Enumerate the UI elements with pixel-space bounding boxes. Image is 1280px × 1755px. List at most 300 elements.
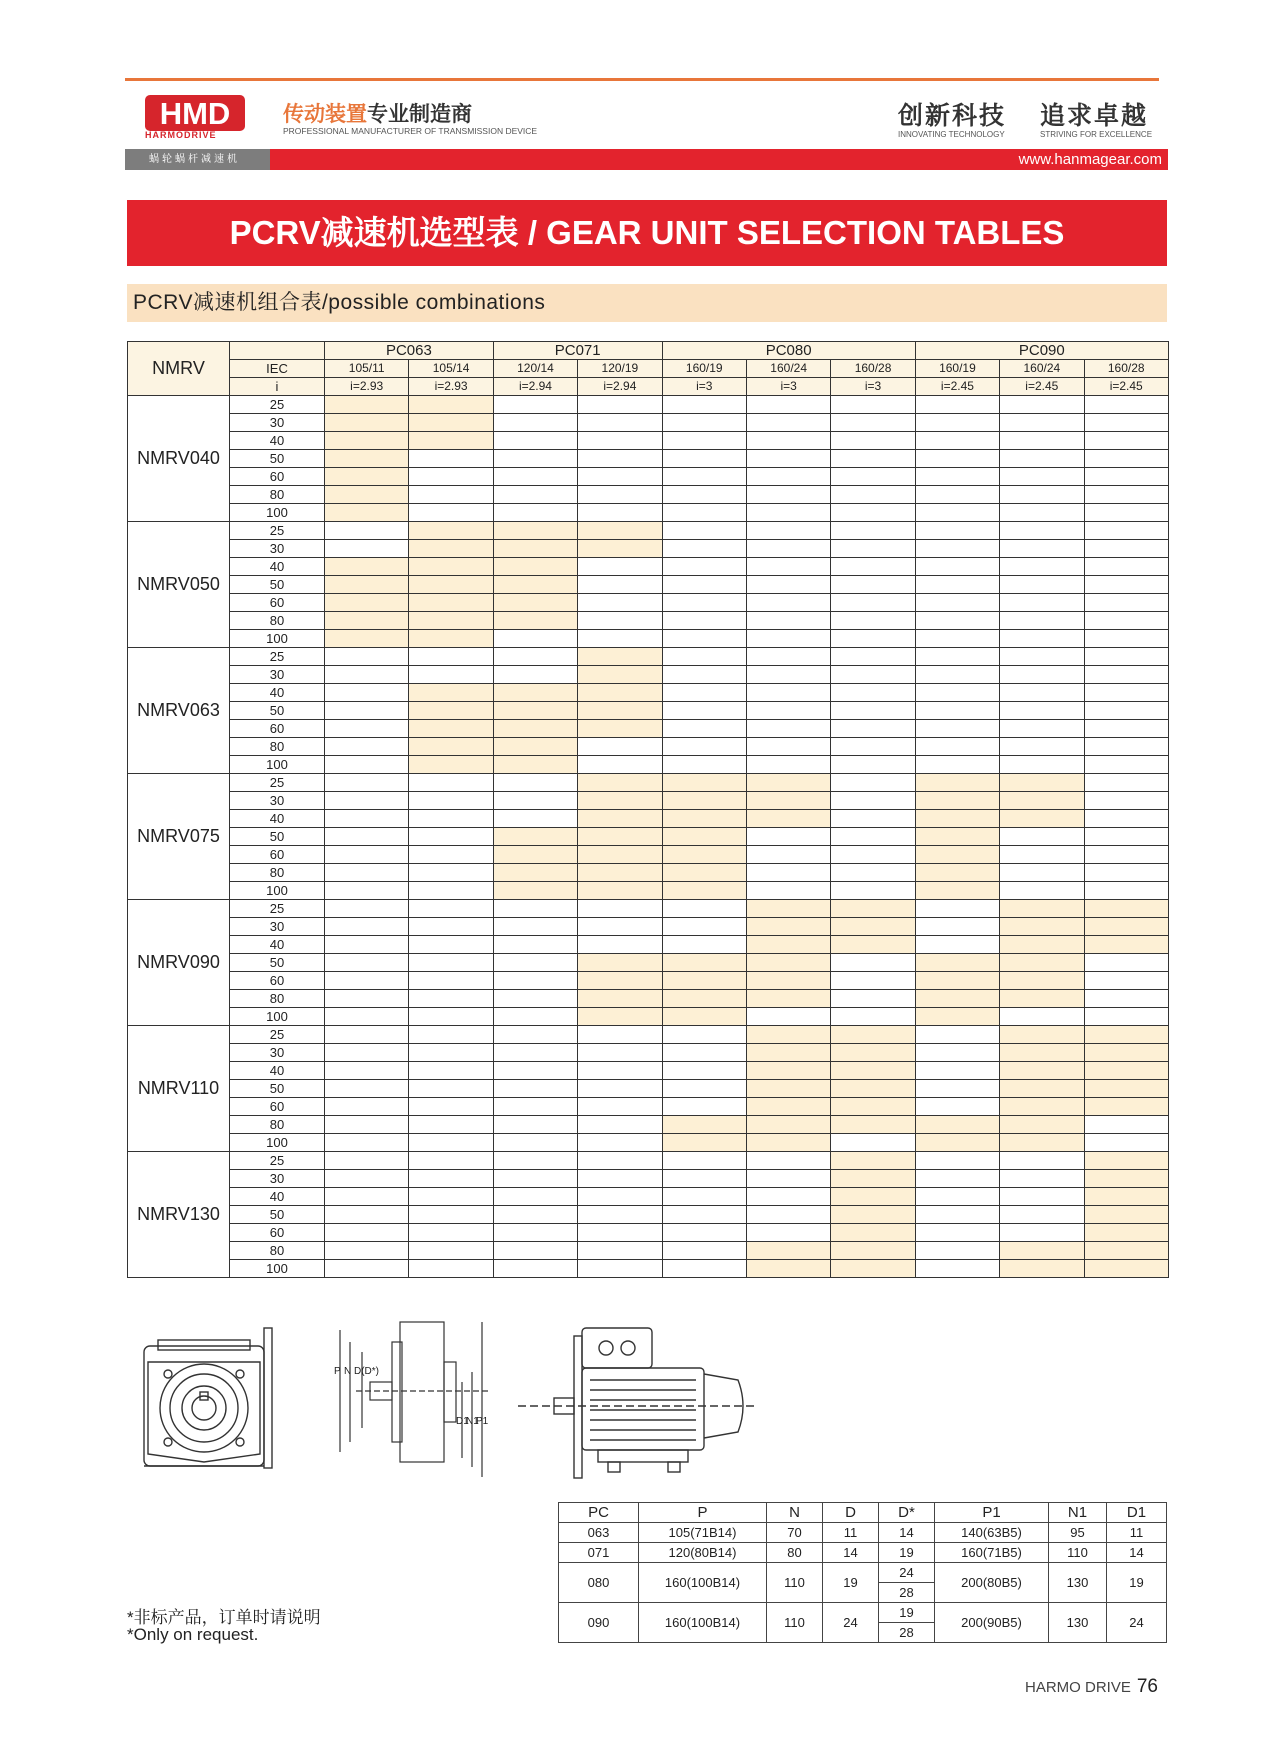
- empty-cell: [915, 1098, 999, 1116]
- ratio-value: 100: [230, 504, 325, 522]
- available-cell: [746, 936, 830, 954]
- empty-cell: [325, 540, 409, 558]
- empty-cell: [662, 576, 746, 594]
- empty-cell: [915, 1080, 999, 1098]
- available-cell: [1000, 1080, 1084, 1098]
- empty-cell: [1084, 1116, 1168, 1134]
- empty-cell: [325, 954, 409, 972]
- empty-cell: [831, 486, 915, 504]
- empty-cell: [325, 756, 409, 774]
- empty-cell: [746, 504, 830, 522]
- empty-cell: [409, 954, 493, 972]
- empty-cell: [578, 1242, 662, 1260]
- empty-cell: [1000, 1206, 1084, 1224]
- empty-cell: [915, 1224, 999, 1242]
- empty-cell: [831, 990, 915, 1008]
- empty-cell: [831, 594, 915, 612]
- available-cell: [325, 414, 409, 432]
- available-cell: [578, 720, 662, 738]
- available-cell: [1000, 774, 1084, 792]
- empty-cell: [325, 1188, 409, 1206]
- table-row: [128, 1008, 1169, 1026]
- available-cell: [409, 558, 493, 576]
- empty-cell: [578, 900, 662, 918]
- empty-cell: [746, 1206, 830, 1224]
- empty-cell: [1084, 540, 1168, 558]
- note-cn: *非标产品，订单时请说明: [127, 1608, 321, 1627]
- ratio-cell: i=2.93: [409, 378, 493, 396]
- table-row: [128, 864, 1169, 882]
- empty-cell: [662, 936, 746, 954]
- empty-cell: [409, 918, 493, 936]
- ratio-value: 40: [230, 810, 325, 828]
- dim-label-p: P: [334, 1366, 341, 1377]
- empty-cell: [746, 540, 830, 558]
- empty-cell: [1084, 738, 1168, 756]
- available-cell: [1084, 918, 1168, 936]
- empty-cell: [578, 1224, 662, 1242]
- empty-cell: [578, 630, 662, 648]
- empty-cell: [831, 396, 915, 414]
- header-rule: [125, 78, 1159, 81]
- available-cell: [831, 936, 915, 954]
- empty-cell: [746, 720, 830, 738]
- available-cell: [409, 594, 493, 612]
- empty-cell: [493, 1170, 577, 1188]
- ratio-value: 30: [230, 1044, 325, 1062]
- available-cell: [578, 846, 662, 864]
- empty-cell: [578, 936, 662, 954]
- model-name: NMRV130: [128, 1152, 230, 1278]
- empty-cell: [915, 918, 999, 936]
- slogan-striving-en: STRIVING FOR EXCELLENCE: [1040, 130, 1153, 139]
- ratio-value: 30: [230, 414, 325, 432]
- empty-cell: [662, 396, 746, 414]
- ratio-value: 60: [230, 594, 325, 612]
- model-name: NMRV110: [128, 1026, 230, 1152]
- empty-cell: [662, 738, 746, 756]
- empty-cell: [915, 684, 999, 702]
- empty-cell: [662, 504, 746, 522]
- empty-cell: [1000, 432, 1084, 450]
- empty-cell: [493, 432, 577, 450]
- available-cell: [746, 1080, 830, 1098]
- available-cell: [325, 396, 409, 414]
- available-cell: [831, 1026, 915, 1044]
- empty-cell: [409, 882, 493, 900]
- empty-cell: [409, 900, 493, 918]
- available-cell: [746, 1242, 830, 1260]
- dim-label-d: D(D*): [354, 1366, 379, 1377]
- empty-cell: [1084, 702, 1168, 720]
- empty-cell: [493, 900, 577, 918]
- available-cell: [325, 576, 409, 594]
- empty-cell: [662, 684, 746, 702]
- available-cell: [1000, 918, 1084, 936]
- empty-cell: [915, 1152, 999, 1170]
- empty-cell: [325, 828, 409, 846]
- available-cell: [1084, 1080, 1168, 1098]
- empty-cell: [409, 1080, 493, 1098]
- empty-cell: [1000, 648, 1084, 666]
- available-cell: [578, 702, 662, 720]
- dim-cell-n1: 130: [1049, 1603, 1107, 1643]
- available-cell: [493, 720, 577, 738]
- dim-cell-p1: 200(90B5): [935, 1603, 1049, 1643]
- available-cell: [831, 1242, 915, 1260]
- dim-header: PC: [559, 1503, 639, 1523]
- empty-cell: [493, 1080, 577, 1098]
- available-cell: [409, 720, 493, 738]
- empty-cell: [915, 1260, 999, 1278]
- available-cell: [409, 702, 493, 720]
- table-row: [128, 792, 1169, 810]
- table-row: [128, 720, 1169, 738]
- available-cell: [1084, 1062, 1168, 1080]
- empty-cell: [1000, 486, 1084, 504]
- empty-cell: [409, 666, 493, 684]
- ratio-value: 50: [230, 450, 325, 468]
- empty-cell: [578, 1134, 662, 1152]
- available-cell: [1084, 1260, 1168, 1278]
- dim-header: D*: [879, 1503, 935, 1523]
- available-cell: [1000, 954, 1084, 972]
- empty-cell: [578, 756, 662, 774]
- ratio-value: 60: [230, 720, 325, 738]
- available-cell: [831, 918, 915, 936]
- table-row: [128, 666, 1169, 684]
- empty-cell: [746, 558, 830, 576]
- available-cell: [915, 972, 999, 990]
- empty-cell: [1084, 846, 1168, 864]
- empty-cell: [831, 540, 915, 558]
- available-cell: [746, 954, 830, 972]
- ratio-value: 50: [230, 1080, 325, 1098]
- ratio-value: 30: [230, 918, 325, 936]
- empty-cell: [1000, 468, 1084, 486]
- available-cell: [493, 540, 577, 558]
- iec-cell: 160/24: [746, 360, 830, 378]
- empty-cell: [746, 666, 830, 684]
- dim-header: P1: [935, 1503, 1049, 1523]
- iec-cell: 105/14: [409, 360, 493, 378]
- empty-cell: [578, 1206, 662, 1224]
- empty-cell: [493, 1116, 577, 1134]
- empty-cell: [1000, 1152, 1084, 1170]
- adapter-dimension-drawing: [330, 1312, 500, 1482]
- empty-cell: [915, 630, 999, 648]
- empty-cell: [325, 792, 409, 810]
- dim-cell-p1: 140(63B5): [935, 1523, 1049, 1543]
- page-title: PCRV减速机选型表 / GEAR UNIT SELECTION TABLES: [127, 200, 1167, 266]
- empty-cell: [1000, 558, 1084, 576]
- model-name: NMRV075: [128, 774, 230, 900]
- empty-cell: [662, 900, 746, 918]
- ratio-value: 50: [230, 1206, 325, 1224]
- ratio-cell: i=3: [746, 378, 830, 396]
- empty-cell: [662, 666, 746, 684]
- empty-cell: [746, 468, 830, 486]
- table-row: [128, 846, 1169, 864]
- table-row: [128, 1134, 1169, 1152]
- empty-cell: [409, 1152, 493, 1170]
- available-cell: [831, 1206, 915, 1224]
- dim-row: [559, 1523, 1167, 1543]
- dim-row: [559, 1563, 1167, 1583]
- empty-cell: [746, 648, 830, 666]
- empty-cell: [325, 1116, 409, 1134]
- empty-cell: [662, 432, 746, 450]
- available-cell: [915, 990, 999, 1008]
- empty-cell: [662, 1206, 746, 1224]
- available-cell: [1000, 1026, 1084, 1044]
- empty-cell: [1000, 504, 1084, 522]
- empty-cell: [831, 1008, 915, 1026]
- table-row: [128, 1044, 1169, 1062]
- empty-cell: [1000, 1188, 1084, 1206]
- empty-cell: [1000, 846, 1084, 864]
- available-cell: [915, 954, 999, 972]
- note-en: *Only on request.: [127, 1625, 259, 1644]
- empty-cell: [662, 756, 746, 774]
- dim-cell-n: 70: [767, 1523, 823, 1543]
- empty-cell: [1000, 612, 1084, 630]
- available-cell: [1084, 936, 1168, 954]
- empty-cell: [409, 450, 493, 468]
- dim-cell-dstar: 24: [879, 1563, 935, 1583]
- empty-cell: [493, 990, 577, 1008]
- empty-cell: [1000, 540, 1084, 558]
- available-cell: [1084, 1170, 1168, 1188]
- website-link[interactable]: www.hanmagear.com: [270, 149, 1168, 170]
- empty-cell: [746, 1170, 830, 1188]
- empty-cell: [746, 1224, 830, 1242]
- available-cell: [831, 1260, 915, 1278]
- dim-cell-n: 110: [767, 1603, 823, 1643]
- dim-cell-dstar: 19: [879, 1603, 935, 1623]
- dim-cell-n: 110: [767, 1563, 823, 1603]
- dim-cell-d1: 19: [1107, 1563, 1167, 1603]
- ratio-value: 50: [230, 702, 325, 720]
- available-cell: [1000, 1242, 1084, 1260]
- empty-cell: [578, 414, 662, 432]
- available-cell: [662, 810, 746, 828]
- table-row: [128, 828, 1169, 846]
- empty-cell: [409, 1044, 493, 1062]
- available-cell: [1000, 1260, 1084, 1278]
- available-cell: [409, 396, 493, 414]
- dim-cell-p: 105(71B14): [639, 1523, 767, 1543]
- empty-cell: [493, 396, 577, 414]
- empty-cell: [578, 1116, 662, 1134]
- available-cell: [578, 666, 662, 684]
- empty-cell: [1000, 1170, 1084, 1188]
- empty-cell: [409, 504, 493, 522]
- dim-cell-p1: 200(80B5): [935, 1563, 1049, 1603]
- dim-cell-d1: 14: [1107, 1543, 1167, 1563]
- available-cell: [578, 954, 662, 972]
- empty-cell: [578, 1188, 662, 1206]
- dim-cell-d1: 24: [1107, 1603, 1167, 1643]
- available-cell: [662, 774, 746, 792]
- empty-cell: [1084, 414, 1168, 432]
- empty-cell: [493, 648, 577, 666]
- empty-cell: [578, 1260, 662, 1278]
- empty-cell: [1084, 1134, 1168, 1152]
- table-row: [128, 972, 1169, 990]
- empty-cell: [746, 1188, 830, 1206]
- empty-cell: [578, 450, 662, 468]
- empty-cell: [831, 738, 915, 756]
- footer: [1025, 1676, 1158, 1698]
- empty-cell: [1084, 684, 1168, 702]
- empty-cell: [409, 846, 493, 864]
- empty-cell: [1084, 774, 1168, 792]
- corner-label: NMRV: [128, 342, 230, 396]
- empty-cell: [325, 882, 409, 900]
- empty-cell: [409, 1206, 493, 1224]
- available-cell: [493, 612, 577, 630]
- empty-cell: [662, 1080, 746, 1098]
- available-cell: [578, 774, 662, 792]
- empty-cell: [831, 702, 915, 720]
- empty-cell: [1084, 648, 1168, 666]
- available-cell: [662, 828, 746, 846]
- available-cell: [831, 1080, 915, 1098]
- table-row: [128, 774, 1169, 792]
- empty-cell: [1084, 576, 1168, 594]
- empty-cell: [493, 792, 577, 810]
- empty-cell: [662, 1170, 746, 1188]
- table-row: [128, 558, 1169, 576]
- empty-cell: [325, 1134, 409, 1152]
- empty-cell: [915, 1062, 999, 1080]
- empty-cell: [1084, 720, 1168, 738]
- model-name: NMRV050: [128, 522, 230, 648]
- empty-cell: [1000, 666, 1084, 684]
- available-cell: [746, 972, 830, 990]
- empty-cell: [831, 468, 915, 486]
- available-cell: [1000, 900, 1084, 918]
- empty-cell: [1000, 576, 1084, 594]
- available-cell: [409, 576, 493, 594]
- empty-cell: [831, 1134, 915, 1152]
- ratio-value: 100: [230, 756, 325, 774]
- empty-cell: [409, 1098, 493, 1116]
- available-cell: [662, 1008, 746, 1026]
- empty-cell: [325, 936, 409, 954]
- footer-brand: HARMO DRIVE: [1025, 1679, 1131, 1696]
- table-row: [128, 1188, 1169, 1206]
- available-cell: [578, 882, 662, 900]
- empty-cell: [915, 612, 999, 630]
- empty-cell: [915, 756, 999, 774]
- empty-cell: [915, 666, 999, 684]
- empty-cell: [493, 468, 577, 486]
- ratio-value: 80: [230, 612, 325, 630]
- ratio-value: 60: [230, 1098, 325, 1116]
- empty-cell: [1000, 450, 1084, 468]
- available-cell: [746, 1134, 830, 1152]
- dim-cell-p: 160(100B14): [639, 1603, 767, 1643]
- empty-cell: [1084, 954, 1168, 972]
- iec-cell: 160/19: [662, 360, 746, 378]
- ratio-value: 50: [230, 828, 325, 846]
- table-row: [128, 1170, 1169, 1188]
- empty-cell: [915, 468, 999, 486]
- empty-cell: [493, 936, 577, 954]
- dim-header: D: [823, 1503, 879, 1523]
- available-cell: [1084, 1152, 1168, 1170]
- empty-cell: [493, 486, 577, 504]
- empty-cell: [662, 540, 746, 558]
- ratio-value: 100: [230, 1008, 325, 1026]
- available-cell: [578, 1008, 662, 1026]
- empty-cell: [578, 1044, 662, 1062]
- ratio-value: 80: [230, 738, 325, 756]
- empty-cell: [915, 594, 999, 612]
- empty-cell: [662, 522, 746, 540]
- empty-cell: [915, 1188, 999, 1206]
- model-name: NMRV063: [128, 648, 230, 774]
- empty-cell: [746, 1008, 830, 1026]
- table-row: [128, 900, 1169, 918]
- empty-cell: [662, 1152, 746, 1170]
- empty-cell: [325, 810, 409, 828]
- empty-cell: [578, 738, 662, 756]
- available-cell: [746, 1062, 830, 1080]
- available-cell: [578, 810, 662, 828]
- empty-cell: [831, 648, 915, 666]
- dim-label-d1: D1: [456, 1416, 469, 1427]
- available-cell: [831, 1188, 915, 1206]
- empty-cell: [831, 450, 915, 468]
- empty-cell: [578, 1080, 662, 1098]
- ratio-value: 60: [230, 468, 325, 486]
- available-cell: [1084, 1206, 1168, 1224]
- dim-cell-pc: 063: [559, 1523, 639, 1543]
- available-cell: [325, 630, 409, 648]
- empty-cell: [1084, 828, 1168, 846]
- available-cell: [325, 486, 409, 504]
- empty-cell: [1000, 738, 1084, 756]
- available-cell: [409, 756, 493, 774]
- available-cell: [746, 1026, 830, 1044]
- empty-cell: [578, 612, 662, 630]
- empty-cell: [325, 900, 409, 918]
- empty-cell: [915, 414, 999, 432]
- empty-cell: [325, 1170, 409, 1188]
- available-cell: [831, 1062, 915, 1080]
- available-cell: [915, 810, 999, 828]
- empty-cell: [409, 486, 493, 504]
- empty-cell: [493, 1134, 577, 1152]
- available-cell: [409, 612, 493, 630]
- empty-cell: [409, 972, 493, 990]
- empty-cell: [578, 594, 662, 612]
- empty-cell: [831, 432, 915, 450]
- empty-cell: [409, 1134, 493, 1152]
- empty-cell: [746, 450, 830, 468]
- empty-cell: [493, 630, 577, 648]
- available-cell: [831, 1116, 915, 1134]
- available-cell: [493, 738, 577, 756]
- empty-cell: [493, 918, 577, 936]
- available-cell: [1000, 1134, 1084, 1152]
- available-cell: [662, 990, 746, 1008]
- table-row: [128, 1080, 1169, 1098]
- empty-cell: [831, 558, 915, 576]
